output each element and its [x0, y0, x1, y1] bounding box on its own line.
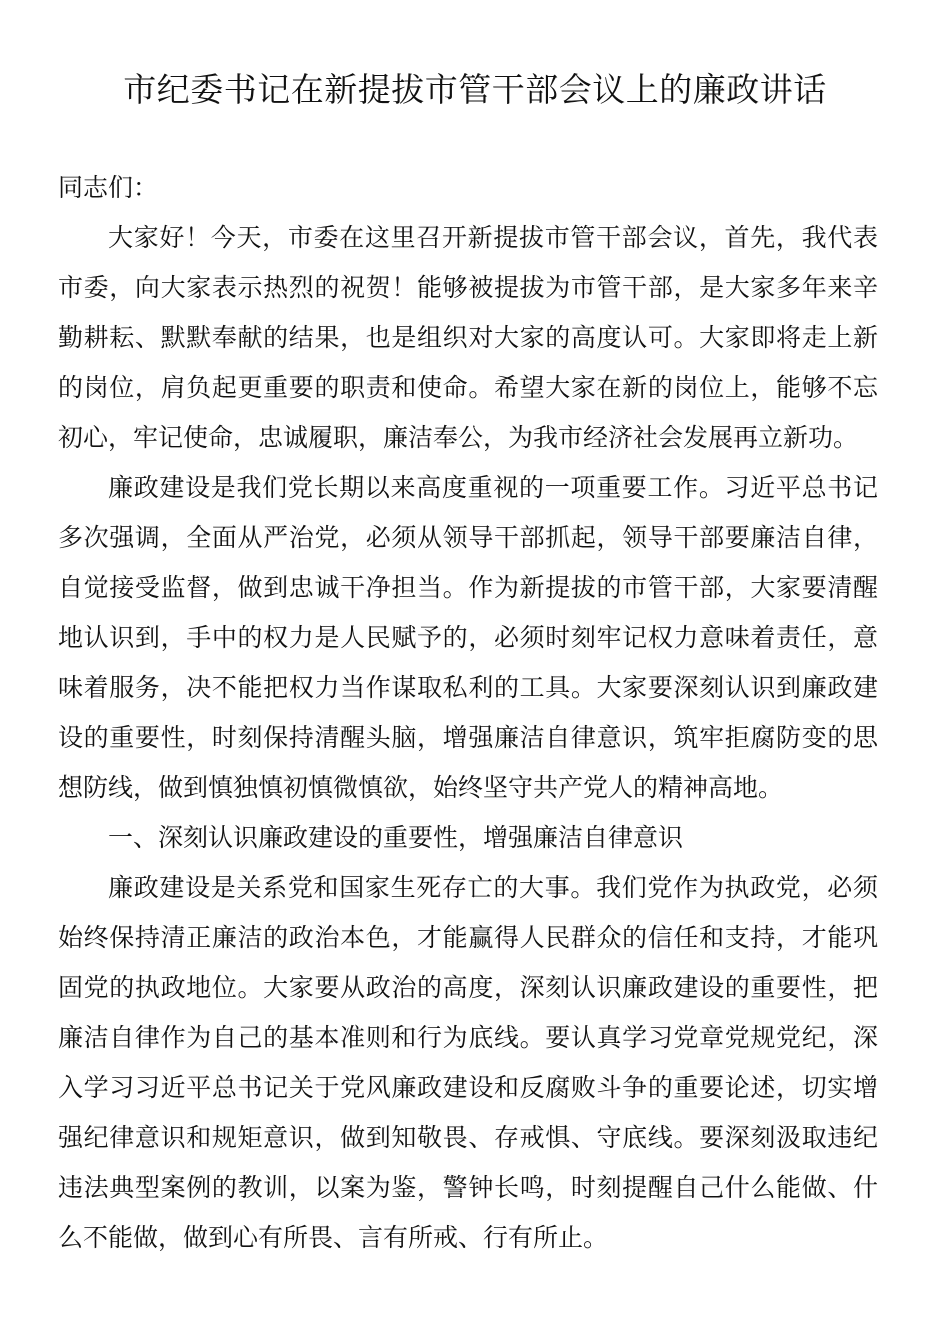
- paragraph-opening: 大家好！今天，市委在这里召开新提拔市管干部会议，首先，我代表市委，向大家表示热烈的祝贺！能够被提拔为市管干部，是大家多年来辛勤耕耘、默默奉献的结果，也是组织对大家的高度认可。大家即将走上新的岗位，肩负起更重要的职责和使命。希望大家在新的岗位上，能够不忘初心，牢记使命，忠诚履职，廉洁奉公，为我市经济社会发展再立新功。: [58, 223, 878, 452]
- paragraph-section-1: 廉政建设是关系党和国家生死存亡的大事。我们党作为执政党，必须始终保持清正廉洁的政治本色，才能赢得人民群众的信任和支持，才能巩固党的执政地位。大家要从政治的高度，深刻认识廉政建设的重要性，把廉洁自律作为自己的基本准则和行为底线。要认真学习党章党规党纪，深入学习习近平总书记关于党风廉政建设和反腐败斗争的重要论述，切实增强纪律意识和规矩意识，做到知敬畏、存戒惧、守底线。要深刻汲取违纪违法典型案例的教训，以案为鉴，警钟长鸣，时刻提醒自己什么能做、什么不能做，做到心有所畏、言有所戒、行有所止。: [58, 873, 878, 1252]
- section-heading-1: 一、深刻认识廉政建设的重要性，增强廉洁自律意识: [108, 823, 684, 852]
- document-title: 市纪委书记在新提拔市管干部会议上的廉政讲话: [123, 70, 827, 109]
- paragraph-importance: 廉政建设是我们党长期以来高度重视的一项重要工作。习近平总书记多次强调，全面从严治党，必须从领导干部抓起，领导干部要廉洁自律，自觉接受监督，做到忠诚干净担当。作为新提拔的市管干部，大家要清醒地认识到，手中的权力是人民赋予的，必须时刻牢记权力意味着责任，意味着服务，决不能把权力当作谋取私利的工具。大家要深刻认识到廉政建设的重要性，时刻保持清醒头脑，增强廉洁自律意识，筑牢拒腐防变的思想防线，做到慎独慎初慎微慎欲，始终坚守共产党人的精神高地。: [58, 473, 878, 802]
- greeting-line: 同志们：: [58, 173, 159, 202]
- document-body: [58, 163, 878, 1263]
